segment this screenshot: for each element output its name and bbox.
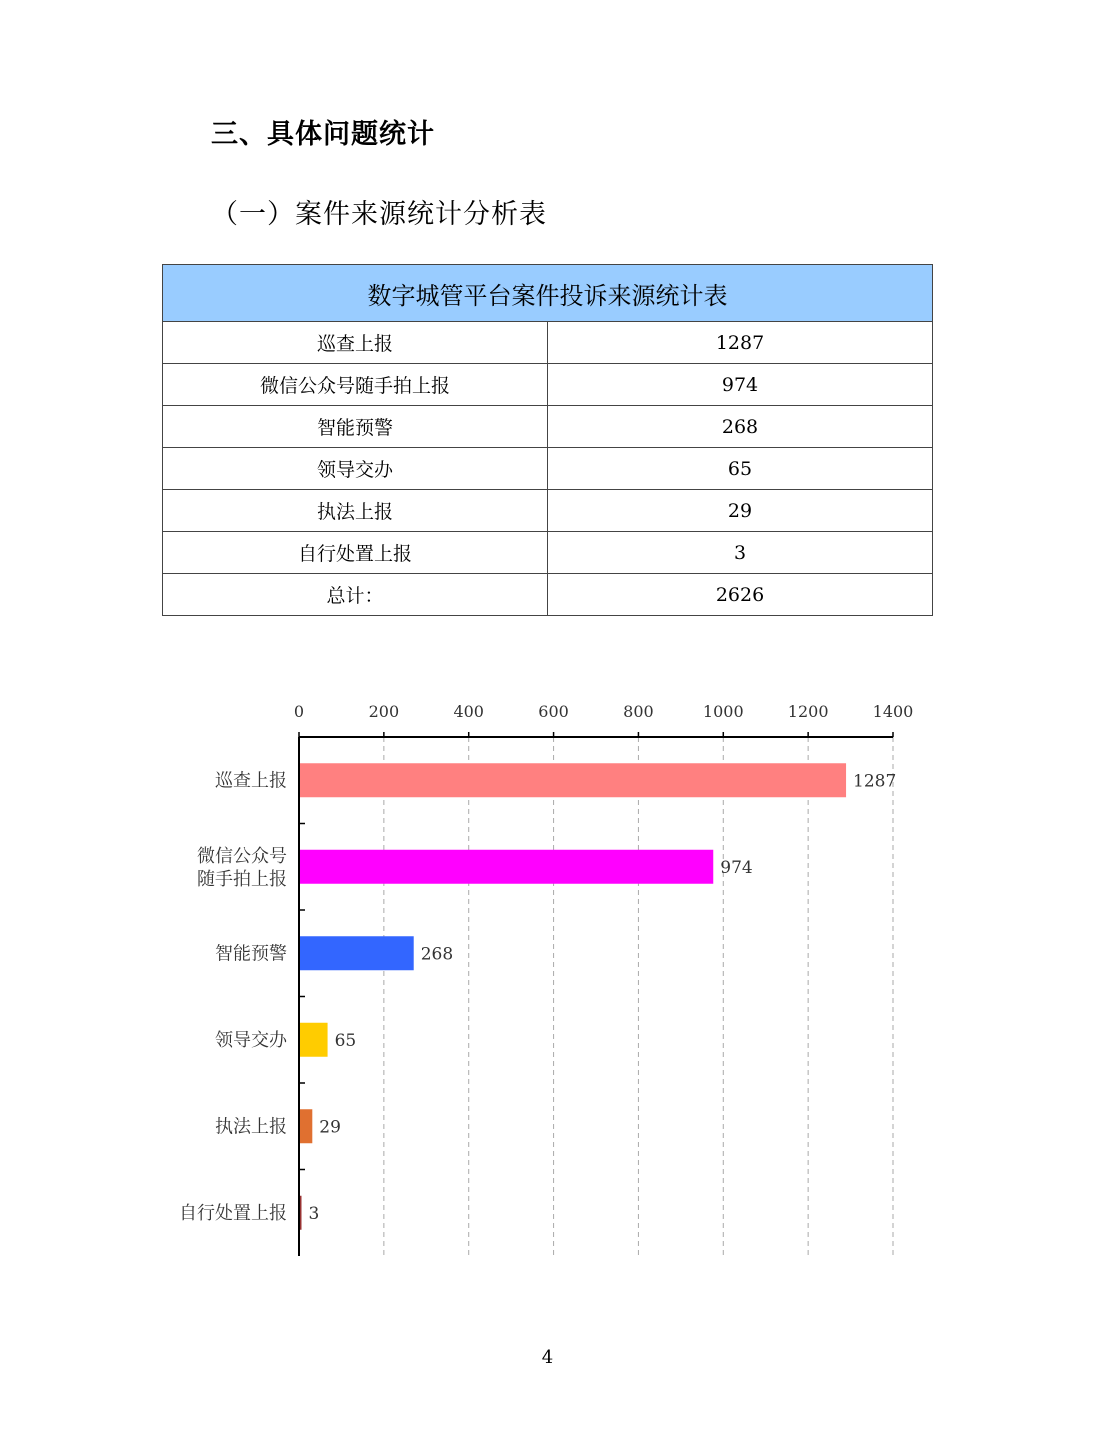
table-row (163, 322, 933, 364)
bar (300, 1023, 328, 1057)
bar (300, 763, 846, 797)
row-value: 268 (548, 406, 933, 448)
x-tick-label: 1200 (787, 702, 829, 721)
table-row (163, 406, 933, 448)
category-label: 领导交办 (215, 1029, 287, 1051)
x-tick-label: 0 (293, 702, 305, 721)
value-label: 65 (334, 1030, 357, 1051)
table-row (163, 364, 933, 406)
category-label: 巡查上报 (215, 770, 287, 792)
table-title: 数字城管平台案件投诉来源统计表 (163, 265, 933, 322)
table-row-total (163, 574, 933, 616)
page-number: 4 (541, 1347, 554, 1368)
row-value: 974 (548, 364, 933, 406)
total-value: 2626 (548, 574, 933, 616)
x-tick-label: 200 (368, 702, 400, 721)
category-label: 微信公众号随手拍上报 (197, 845, 287, 890)
value-label: 29 (319, 1117, 341, 1138)
x-tick-label: 800 (623, 702, 654, 721)
row-label: 执法上报 (163, 490, 548, 532)
row-label: 微信公众号随手拍上报 (163, 364, 548, 406)
x-tick-label: 600 (538, 702, 569, 721)
value-label: 3 (308, 1203, 320, 1224)
bar (300, 936, 414, 970)
category-label: 自行处置上报 (179, 1202, 287, 1224)
subsection-heading: （一）案件来源统计分析表 (211, 199, 547, 230)
row-value: 29 (548, 490, 933, 532)
value-label: 974 (720, 857, 753, 878)
x-tick-label: 400 (453, 702, 484, 721)
source-bar-chart (160, 690, 930, 1270)
category-label: 智能预警 (215, 943, 287, 965)
row-label: 巡查上报 (163, 322, 548, 364)
row-label: 智能预警 (163, 406, 548, 448)
total-label: 总计： (163, 574, 548, 616)
category-label: 执法上报 (215, 1116, 287, 1138)
table-row (163, 448, 933, 490)
source-stats-table (162, 264, 933, 616)
x-tick-label: 1000 (702, 702, 744, 721)
row-value: 3 (548, 532, 933, 574)
value-label: 1287 (853, 771, 897, 792)
row-label: 领导交办 (163, 448, 548, 490)
row-value: 65 (548, 448, 933, 490)
row-label: 自行处置上报 (163, 532, 548, 574)
row-value: 1287 (548, 322, 933, 364)
bar (300, 1109, 312, 1143)
bar (300, 850, 713, 884)
table-row (163, 532, 933, 574)
bar (300, 1196, 302, 1230)
table-row (163, 490, 933, 532)
section-heading: 三、具体问题统计 (211, 119, 435, 150)
value-label: 268 (420, 944, 454, 965)
x-tick-label: 1400 (872, 702, 914, 721)
